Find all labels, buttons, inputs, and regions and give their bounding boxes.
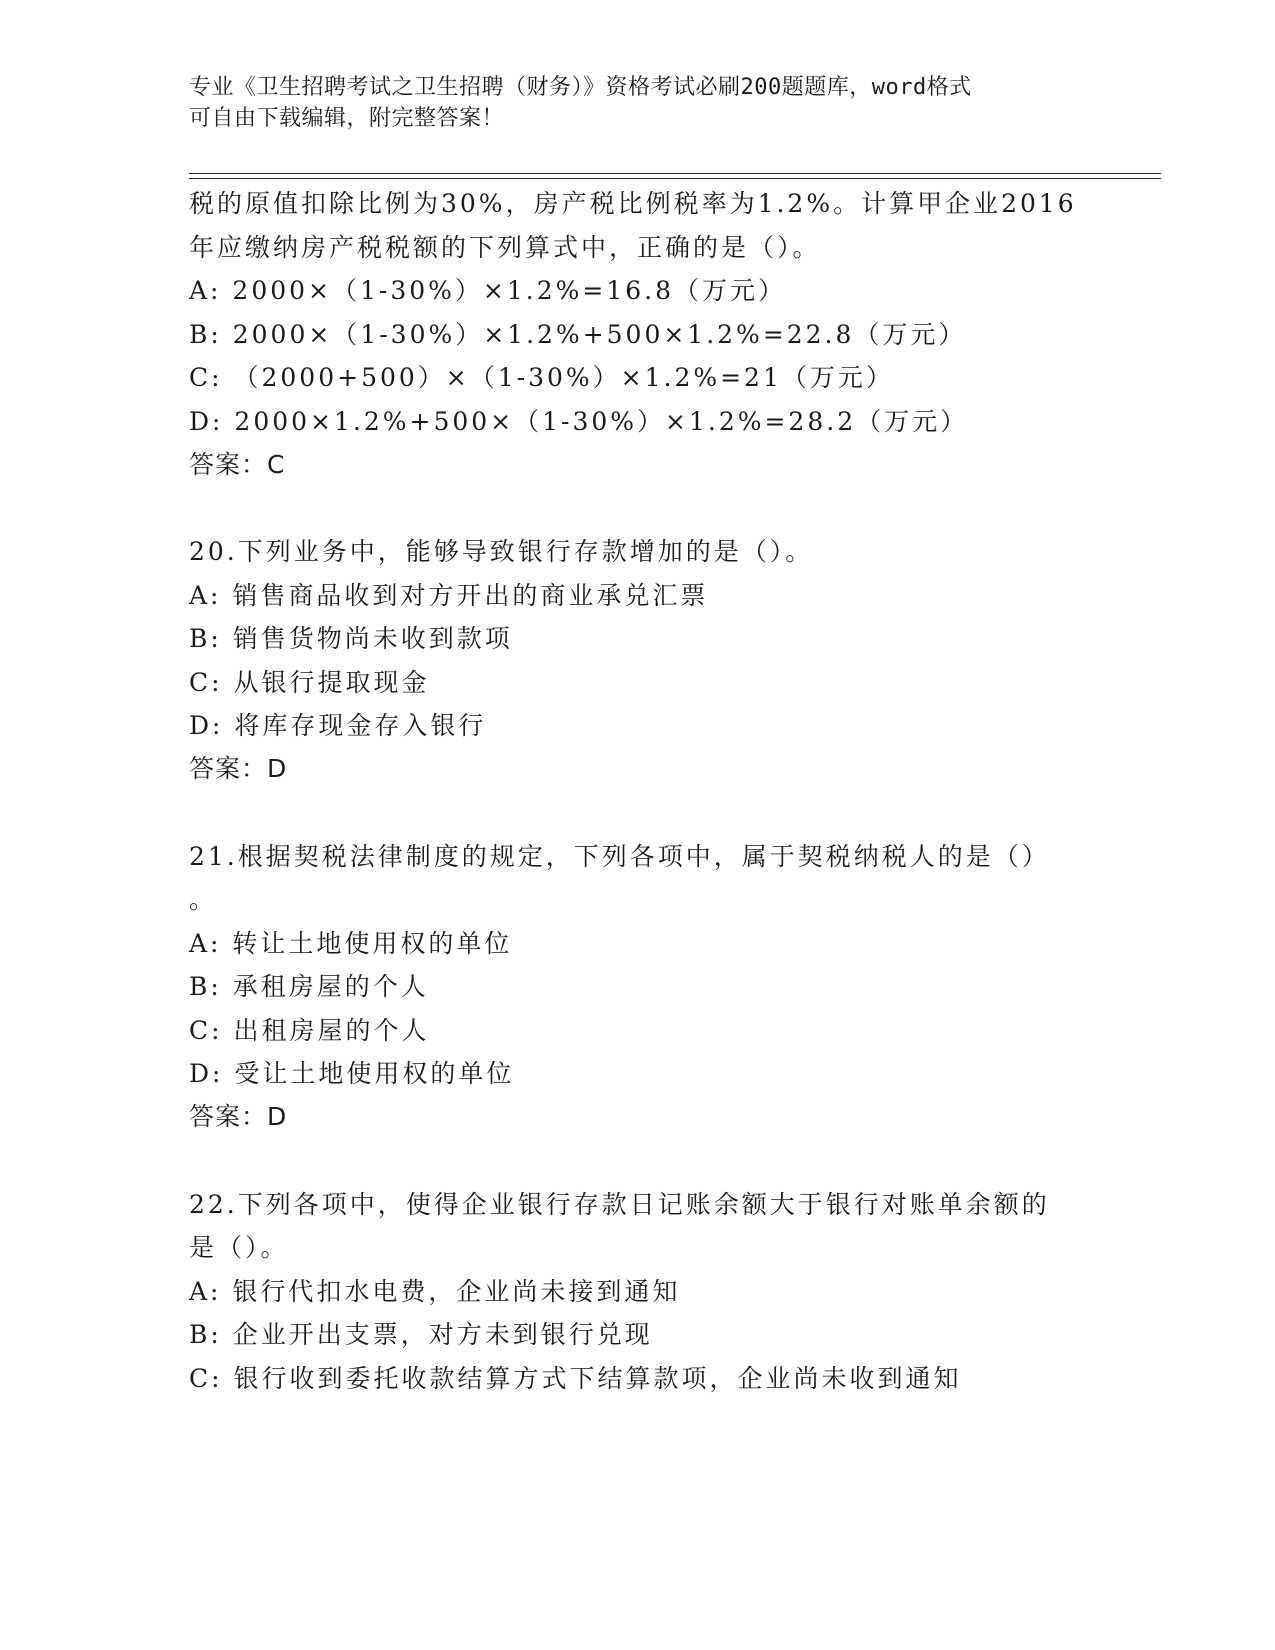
option-d: D: 将库存现金存入银行 <box>189 711 487 740</box>
option-b: B: 承租房屋的个人 <box>189 972 429 1001</box>
question-stem-line-1: 21.根据契税法律制度的规定，下列各项中，属于契税纳税人的是（） <box>189 842 1050 871</box>
option-b: B: 2000×（1-30%）×1.2%+500×1.2%=22.8（万元） <box>189 320 967 349</box>
option-a: A: 2000×（1-30%）×1.2%=16.8（万元） <box>189 276 786 305</box>
option-a: A: 销售商品收到对方开出的商业承兑汇票 <box>189 581 709 610</box>
header-line-2: 可自由下载编辑，附完整答案！ <box>189 106 505 131</box>
answer-label: 答案：D <box>189 1102 288 1131</box>
answer-label: 答案：C <box>189 450 286 479</box>
answer-label: 答案：D <box>189 754 288 783</box>
question-stem-line-2: 。 <box>189 885 218 914</box>
option-a: A: 转让土地使用权的单位 <box>189 929 513 958</box>
option-c: C: 从银行提取现金 <box>189 668 430 697</box>
option-a: A: 银行代扣水电费，企业尚未接到通知 <box>189 1277 681 1306</box>
question-stem-line-2: 是（）。 <box>189 1233 289 1262</box>
header-rule-top <box>189 173 1161 174</box>
option-b: B: 企业开出支票，对方未到银行兑现 <box>189 1320 653 1349</box>
option-c: C: 银行收到委托收款结算方式下结算款项，企业尚未收到通知 <box>189 1364 962 1393</box>
option-c: C: （2000+500）×（1-30%）×1.2%=21（万元） <box>189 363 894 392</box>
option-c: C: 出租房屋的个人 <box>189 1016 430 1045</box>
question-stem-line-2: 年应缴纳房产税税额的下列算式中，正确的是（）。 <box>189 233 821 262</box>
option-b: B: 销售货物尚未收到款项 <box>189 624 513 653</box>
question-stem-line-1: 22.下列各项中，使得企业银行存款日记账余额大于银行对账单余额的 <box>189 1190 1050 1219</box>
option-d: D: 2000×1.2%+500×（1-30%）×1.2%=28.2（万元） <box>189 407 969 436</box>
header-line-1: 专业《卫生招聘考试之卫生招聘（财务）》资格考试必刷200题题库，word格式 <box>189 75 972 100</box>
option-d: D: 受让土地使用权的单位 <box>189 1059 515 1088</box>
question-stem-line-1: 税的原值扣除比例为30%，房产税比例税率为1.2%。计算甲企业2016 <box>189 189 1077 218</box>
header-rule-bottom <box>189 178 1161 179</box>
question-stem-line-1: 20.下列业务中，能够导致银行存款增加的是（）。 <box>189 537 814 566</box>
